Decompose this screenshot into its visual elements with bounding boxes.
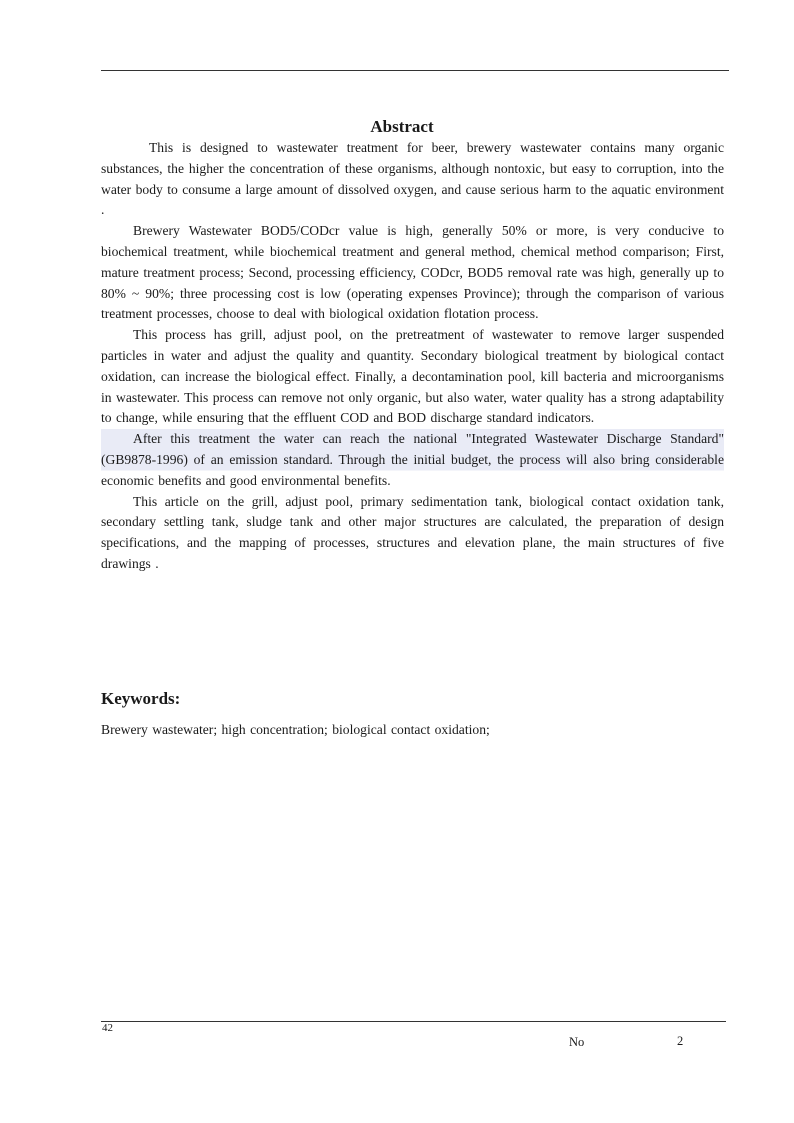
- page-number: 2: [677, 1034, 684, 1048]
- abstract-paragraph-3: This process has grill, adjust pool, on the pretreatment of wastewater to remove larger suspended particles in water and adjust the quality and quantity. Secondary biological treatment by biological contact oxidation, can increase the biological effect. Finally, a decontamination pool, kill bacteria and microorganisms in wastewater. This process can remove not only organic, but also water, water quality has a strong adaptability to change, while ensuring that the effluent COD and BOD discharge standard indicators.: [101, 327, 724, 426]
- abstract-paragraph-2: Brewery Wastewater BOD5/CODcr value is high, generally 50% or more, is very conducive to biochemical treatment, while biochemical treatment and general method, chemical method comparison; First, mature treatment process; Second, processing efficiency, CODcr, BOD5 removal rate was high, generally up to 80% ~ 90%; three processing cost is low (operating expenses Province); through the comparison of various treatment processes, choose to deal with biological oxidation flotation process.: [101, 223, 724, 322]
- abstract-paragraph-5: This article on the grill, adjust pool, primary sedimentation tank, biological contact oxidation tank, secondary settling tank, sludge tank and other major structures are calculated, the preparation of design specifications, and the mapping of processes, structures and elevation plane, the main structures of five drawings .: [101, 493, 724, 571]
- abstract-body: [101, 138, 724, 575]
- abstract-paragraph-4: After this treatment the water can reach the national "Integrated Wastewater Discharge Standard" (GB9878-1996) of an emission standard. Through the initial budget, the process will also bring considerable economic benefits and good environmental benefits.: [101, 429, 724, 491]
- header-rule: [101, 70, 729, 71]
- keywords-text: Brewery wastewater; high concentration; biological contact oxidation;: [101, 722, 490, 737]
- keywords-heading: Keywords:: [101, 689, 181, 708]
- page-title: Abstract: [370, 117, 434, 137]
- footnote-mark: 42: [102, 1022, 113, 1034]
- footer-rule: [101, 1021, 726, 1022]
- abstract-paragraph-1: This is designed to wastewater treatment for beer, brewery wastewater contains many organic substances, the higher the concentration of these organisms, although nontoxic, but easy to corruption, into the water body to consume a large amount of dissolved oxygen, and cause serious harm to the aquatic environment .: [101, 140, 724, 218]
- footer-label: No: [569, 1035, 585, 1049]
